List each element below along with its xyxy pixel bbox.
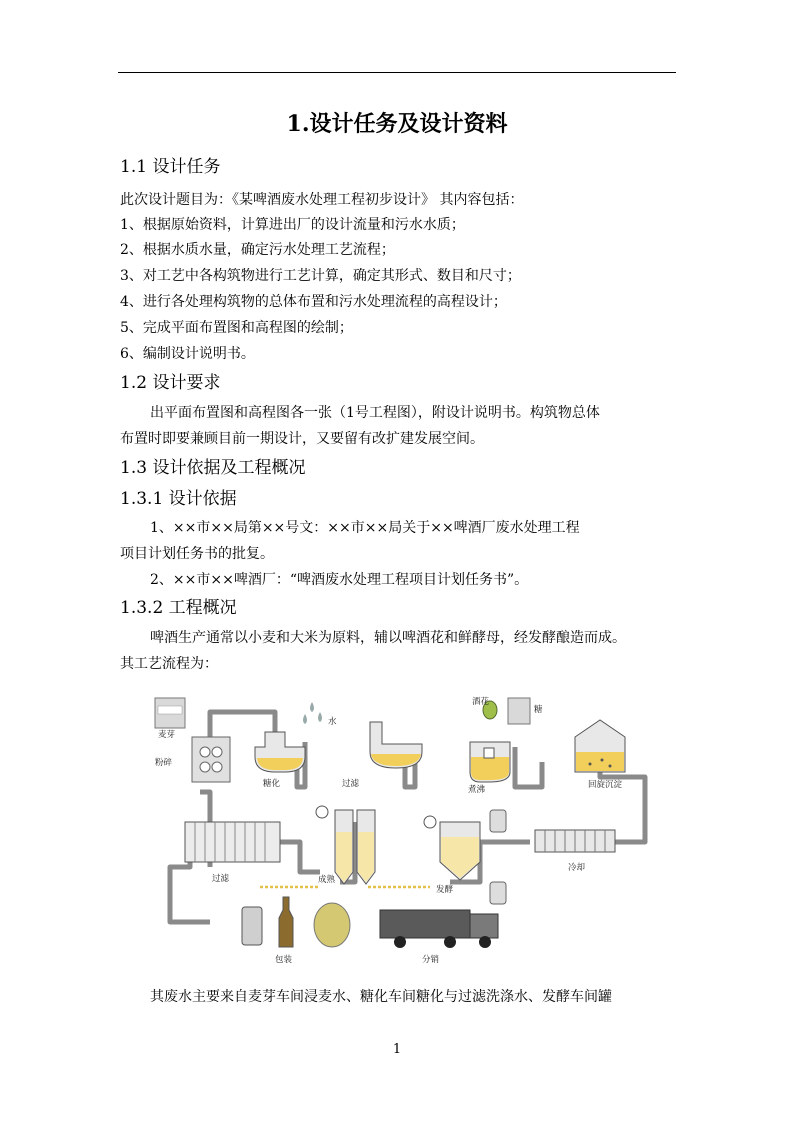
filter-press-icon <box>185 822 280 862</box>
process-flow-diagram <box>150 692 648 970</box>
list-item: 4、进行各处理构筑物的总体布置和污水处理流程的高程设计； <box>120 294 507 310</box>
heading-1-3: 1.3 设计依据及工程概况 <box>120 458 306 478</box>
paragraph-line: 出平面布置图和高程图各一张（1号工程图），附设计说明书。构筑物总体 <box>150 405 600 421</box>
lauter-tun-icon <box>370 722 422 768</box>
packaging-icon <box>242 897 350 947</box>
paragraph-intro: 此次设计题目为：《某啤酒废水处理工程初步设计》 其内容包括： <box>120 192 524 208</box>
label-cooling: 冷却 <box>568 863 586 873</box>
label-boiling: 煮沸 <box>468 785 486 795</box>
page-title: 1.设计任务及设计资料 <box>286 111 508 137</box>
list-item: 3、对工艺中各构筑物进行工艺计算，确定其形式、数目和尺寸； <box>120 268 521 284</box>
label-mashing: 糖化 <box>263 779 281 789</box>
sugar-bag-icon <box>508 698 530 724</box>
label-whirlpool: 回旋沉淀 <box>588 780 623 790</box>
yeast-canister-icon <box>490 810 506 904</box>
paragraph-line: 2、××市××啤酒厂：“啤酒废水处理工程项目计划任务书”。 <box>150 572 529 588</box>
header-rule <box>118 72 676 73</box>
paragraph-line: 啤酒生产通常以小麦和大米为原料，辅以啤酒花和鲜酵母，经发酵酿造而成。 <box>150 630 626 646</box>
cooler-icon <box>535 830 615 852</box>
label-hops: 酒花 <box>472 697 490 707</box>
label-maturation: 成熟 <box>318 875 336 885</box>
label-lautering: 过滤 <box>342 779 360 789</box>
heading-1-3-1: 1.3.1 设计依据 <box>120 489 237 509</box>
page-number: 1 <box>392 1042 402 1057</box>
whirlpool-tank-icon <box>575 720 625 772</box>
label-water: 水 <box>328 717 337 727</box>
wort-kettle-icon <box>470 742 510 782</box>
fermenter-icon <box>440 822 480 880</box>
paragraph-line: 其废水主要来自麦芽车间浸麦水、糖化车间糖化与过滤洗涤水、发酵车间罐 <box>150 989 612 1005</box>
label-malt: 麦芽 <box>158 730 176 740</box>
label-milling: 粉碎 <box>155 758 173 768</box>
list-item: 6、编制设计说明书。 <box>120 346 255 362</box>
malt-bag-icon <box>155 698 185 728</box>
label-sugar: 糖 <box>534 705 543 715</box>
mash-tun-icon <box>255 732 305 772</box>
label-fermentation: 发酵 <box>436 885 454 895</box>
heading-1-3-2: 1.3.2 工程概况 <box>120 598 237 618</box>
paragraph-line: 项目计划任务书的批复。 <box>120 546 274 562</box>
heading-1-2: 1.2 设计要求 <box>120 373 221 393</box>
label-packaging: 包装 <box>275 955 293 965</box>
list-item: 1、根据原始资料，计算进出厂的设计流量和污水水质； <box>120 217 465 233</box>
list-item: 2、根据水质水量，确定污水处理工艺流程； <box>120 242 395 258</box>
paragraph-line: 其工艺流程为： <box>120 656 218 672</box>
water-drops-icon <box>303 702 322 724</box>
label-distribution: 分销 <box>422 955 440 965</box>
paragraph-line: 布置时即要兼顾目前一期设计，又要留有改扩建发展空间。 <box>120 431 484 447</box>
paragraph-line: 1、××市××局第××号文：××市××局关于××啤酒厂废水处理工程 <box>150 520 580 536</box>
list-item: 5、完成平面布置图和高程图的绘制； <box>120 320 353 336</box>
brewing-process-figure <box>150 692 648 970</box>
mill-icon <box>192 737 230 782</box>
maturation-tanks-icon <box>316 806 436 884</box>
label-filtration: 过滤 <box>212 874 230 884</box>
truck-icon <box>380 910 498 948</box>
heading-1-1: 1.1 设计任务 <box>120 157 221 177</box>
